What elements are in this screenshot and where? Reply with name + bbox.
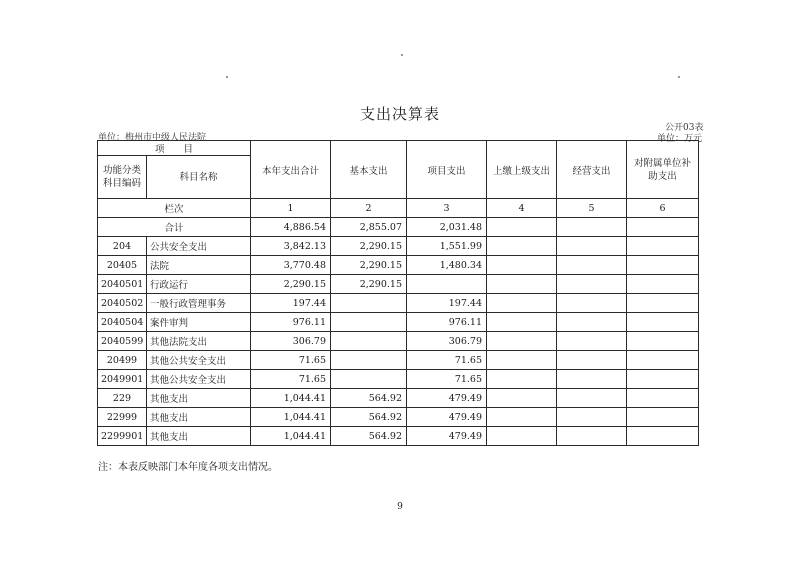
subject-code: 229 <box>98 389 147 408</box>
subject-name: 公共安全支出 <box>147 237 251 256</box>
total-expenditure-value: 71.65 <box>251 370 331 389</box>
empty-cell <box>557 408 627 427</box>
table-row <box>98 370 699 389</box>
basic-expenditure-value: 2,290.15 <box>331 275 407 294</box>
total-value: 2,031.48 <box>407 218 487 237</box>
empty-cell <box>557 332 627 351</box>
sequence-number: 5 <box>557 199 627 218</box>
empty-cell <box>627 218 699 237</box>
table-row <box>98 427 699 446</box>
footnote: 注：本表反映部门本年度各项支出情况。 <box>98 462 278 473</box>
empty-cell <box>487 218 557 237</box>
basic-expenditure-value: 2,290.15 <box>331 237 407 256</box>
project-expenditure-value: 306.79 <box>407 332 487 351</box>
empty-cell <box>557 389 627 408</box>
empty-cell <box>627 256 699 275</box>
expenditure-table <box>97 140 699 446</box>
table-row <box>98 256 699 275</box>
empty-cell <box>627 427 699 446</box>
sequence-number: 4 <box>487 199 557 218</box>
total-expenditure-value: 2,290.15 <box>251 275 331 294</box>
header-subject-name: 科目名称 <box>147 156 251 199</box>
header-basic-expenditure: 基本支出 <box>331 141 407 199</box>
total-label: 合计 <box>98 218 251 237</box>
empty-cell <box>627 389 699 408</box>
total-expenditure-value: 1,044.41 <box>251 427 331 446</box>
scan-speck <box>401 54 403 56</box>
basic-expenditure-value <box>331 313 407 332</box>
project-expenditure-value: 479.49 <box>407 427 487 446</box>
empty-cell <box>487 332 557 351</box>
header-remit-superior: 上缴上级支出 <box>487 141 557 199</box>
empty-cell <box>487 237 557 256</box>
subject-name: 行政运行 <box>147 275 251 294</box>
empty-cell <box>557 218 627 237</box>
subject-name: 其他支出 <box>147 389 251 408</box>
project-expenditure-value: 479.49 <box>407 389 487 408</box>
basic-expenditure-value: 564.92 <box>331 408 407 427</box>
empty-cell <box>487 351 557 370</box>
basic-expenditure-value <box>331 351 407 370</box>
project-expenditure-value: 71.65 <box>407 370 487 389</box>
subject-code: 2040501 <box>98 275 147 294</box>
empty-cell <box>487 275 557 294</box>
empty-cell <box>627 313 699 332</box>
subject-code: 20405 <box>98 256 147 275</box>
document-title: 支出决算表 <box>359 105 440 123</box>
empty-cell <box>557 427 627 446</box>
empty-cell <box>487 389 557 408</box>
sequence-number: 6 <box>627 199 699 218</box>
empty-cell <box>487 256 557 275</box>
unit-label-right: 单位：万元 <box>657 134 703 144</box>
header-operating-expenditure: 经营支出 <box>557 141 627 199</box>
table-row <box>98 332 699 351</box>
total-row <box>98 218 699 237</box>
empty-cell <box>557 237 627 256</box>
table-row <box>98 313 699 332</box>
header-function-code: 功能分类科目编码 <box>98 156 147 199</box>
unit-label-left: 单位：梅州市中级人民法院 <box>98 133 207 143</box>
basic-expenditure-value <box>331 332 407 351</box>
subject-code: 2040502 <box>98 294 147 313</box>
subject-code: 2040504 <box>98 313 147 332</box>
project-expenditure-value: 197.44 <box>407 294 487 313</box>
total-value: 4,886.54 <box>251 218 331 237</box>
basic-expenditure-value: 564.92 <box>331 389 407 408</box>
empty-cell <box>627 370 699 389</box>
table-row <box>98 237 699 256</box>
empty-cell <box>487 370 557 389</box>
empty-cell <box>557 351 627 370</box>
total-value: 2,855.07 <box>331 218 407 237</box>
project-expenditure-value: 976.11 <box>407 313 487 332</box>
table-row <box>98 275 699 294</box>
basic-expenditure-value <box>331 294 407 313</box>
subject-name: 案件审判 <box>147 313 251 332</box>
empty-cell <box>627 237 699 256</box>
project-expenditure-value: 1,551.99 <box>407 237 487 256</box>
subject-code: 2299901 <box>98 427 147 446</box>
header-project-expenditure: 项目支出 <box>407 141 487 199</box>
subject-code: 2040599 <box>98 332 147 351</box>
project-expenditure-value: 479.49 <box>407 408 487 427</box>
empty-cell <box>627 351 699 370</box>
total-expenditure-value: 71.65 <box>251 351 331 370</box>
subject-code: 204 <box>98 237 147 256</box>
total-expenditure-value: 976.11 <box>251 313 331 332</box>
header-item-group: 项 目 <box>98 141 251 156</box>
scan-speck <box>226 76 228 78</box>
header-subsidiary-subsidy: 对附属单位补助支出 <box>627 141 699 199</box>
page-number: 9 <box>397 502 403 512</box>
sequence-row <box>98 199 699 218</box>
sequence-number: 1 <box>251 199 331 218</box>
total-expenditure-value: 306.79 <box>251 332 331 351</box>
subject-name: 其他公共安全支出 <box>147 370 251 389</box>
table-row <box>98 294 699 313</box>
form-code: 公开03表 <box>665 123 704 133</box>
project-expenditure-value: 1,480.34 <box>407 256 487 275</box>
empty-cell <box>557 275 627 294</box>
table-row <box>98 408 699 427</box>
empty-cell <box>487 427 557 446</box>
subject-code: 22999 <box>98 408 147 427</box>
sequence-label: 栏次 <box>98 199 251 218</box>
subject-code: 2049901 <box>98 370 147 389</box>
project-expenditure-value: 71.65 <box>407 351 487 370</box>
total-expenditure-value: 197.44 <box>251 294 331 313</box>
empty-cell <box>487 408 557 427</box>
empty-cell <box>627 408 699 427</box>
table-row <box>98 351 699 370</box>
subject-name: 其他法院支出 <box>147 332 251 351</box>
basic-expenditure-value: 564.92 <box>331 427 407 446</box>
basic-expenditure-value: 2,290.15 <box>331 256 407 275</box>
empty-cell <box>557 294 627 313</box>
empty-cell <box>627 294 699 313</box>
scan-speck <box>678 76 680 78</box>
header-total-expenditure: 本年支出合计 <box>251 141 331 199</box>
subject-name: 其他支出 <box>147 427 251 446</box>
total-expenditure-value: 3,842.13 <box>251 237 331 256</box>
subject-name: 法院 <box>147 256 251 275</box>
empty-cell <box>557 313 627 332</box>
subject-name: 其他公共安全支出 <box>147 351 251 370</box>
subject-name: 一般行政管理事务 <box>147 294 251 313</box>
subject-code: 20499 <box>98 351 147 370</box>
empty-cell <box>627 332 699 351</box>
sequence-number: 3 <box>407 199 487 218</box>
sequence-number: 2 <box>331 199 407 218</box>
empty-cell <box>557 256 627 275</box>
total-expenditure-value: 1,044.41 <box>251 408 331 427</box>
table-row <box>98 389 699 408</box>
basic-expenditure-value <box>331 370 407 389</box>
total-expenditure-value: 1,044.41 <box>251 389 331 408</box>
project-expenditure-value <box>407 275 487 294</box>
subject-name: 其他支出 <box>147 408 251 427</box>
empty-cell <box>627 275 699 294</box>
empty-cell <box>487 313 557 332</box>
empty-cell <box>487 294 557 313</box>
total-expenditure-value: 3,770.48 <box>251 256 331 275</box>
empty-cell <box>557 370 627 389</box>
